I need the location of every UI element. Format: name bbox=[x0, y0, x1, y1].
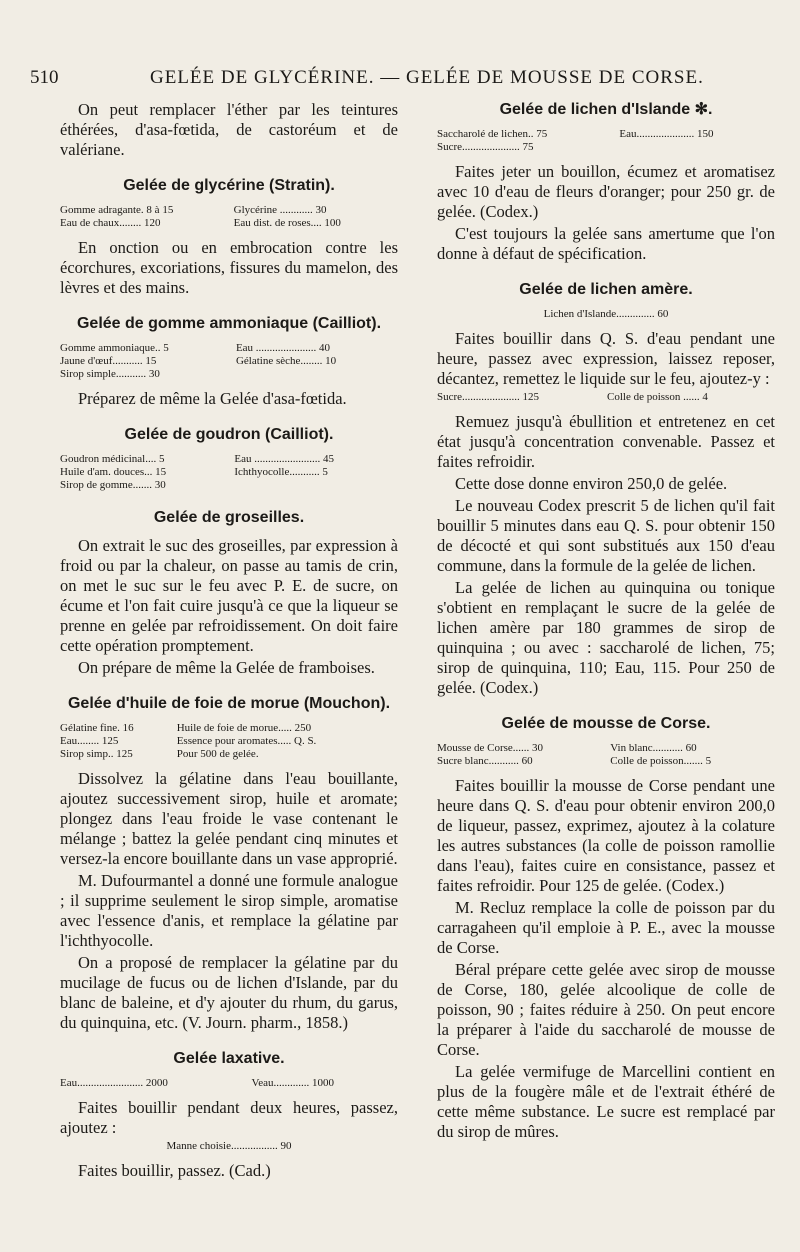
formula-table bbox=[437, 128, 775, 154]
formula-table bbox=[437, 742, 775, 768]
section-title: Gelée de glycérine (Stratin). bbox=[123, 177, 335, 194]
paragraph: M. Dufourmantel a donné une formule analogue ; il supprime seulement le sirop simple, aromatise avec l'essence d'anis, et remplace la gélatine par l'ichthyocolle. bbox=[60, 871, 398, 950]
formula-table bbox=[60, 204, 398, 230]
section-title: Gelée d'huile de foie de morue (Mouchon). bbox=[67, 695, 391, 712]
formula-item: Goudron médicinal.... 5 bbox=[60, 453, 165, 465]
formula-item: Lichen d'Islande.............. 60 bbox=[543, 308, 669, 320]
paragraph: La gelée de lichen au quinquina ou tonique s'obtient en remplaçant le sucre de la gelée de lichen amère par 180 grammes de sirop de quinquina ; ou avec : saccharolé de lichen, 75; sirop de quinquina, 110; Eau, 115. Pour 250 de gelée. (Codex.) bbox=[437, 578, 775, 697]
formula-table bbox=[60, 1140, 398, 1153]
paragraph: Faites bouillir la mousse de Corse pendant une heure dans Q. S. d'eau pour obtenir environ 200,0 de liqueur, passez, exprimez, ajoutez à la colature les autres substances (la colle de poisson ramollie dans l'eau), faites cuire en consistance, passez et faites refroidir. Pour 125 de gelée. (Codex.) bbox=[437, 776, 775, 895]
formula-item: Huile d'am. douces... 15 bbox=[60, 466, 167, 478]
page-header bbox=[30, 67, 770, 97]
formula-item: Sucre blanc........... 60 bbox=[437, 755, 533, 767]
formula-item: Gomme adragante. 8 à 15 bbox=[60, 204, 174, 216]
formula-item: Mousse de Corse...... 30 bbox=[437, 742, 544, 754]
formula-item: Sirop de gomme....... 30 bbox=[60, 479, 166, 491]
formula-item: Gélatine sèche........ 10 bbox=[235, 355, 337, 367]
paragraph: M. Recluz remplace la colle de poisson par du carragaheen qu'il emploie à P. E., avec la mousse de Corse. bbox=[437, 898, 775, 957]
formula-item: Sucre..................... 125 bbox=[437, 391, 540, 403]
paragraph: Dissolvez la gélatine dans l'eau bouillante, ajoutez successivement sirop, huile et aromate; plongez dans l'eau froide le vase contenant le mélange ; battez la gelée pendant cinq minutes et versez-la encore bouillante dans un vase approprié. bbox=[60, 769, 398, 868]
intro-paragraph: On peut remplacer l'éther par les teintures éthérées, d'asa-fœtida, de castoréum et de valériane. bbox=[60, 100, 398, 159]
formula-table bbox=[60, 453, 398, 492]
paragraph: On prépare de même la Gelée de framboises. bbox=[78, 658, 375, 677]
formula-item: Jaune d'œuf........... 15 bbox=[60, 355, 157, 367]
formula-item: Sirop simp.. 125 bbox=[60, 748, 133, 760]
formula-item: Essence pour aromates..... Q. S. bbox=[176, 735, 317, 747]
formula-item bbox=[619, 141, 775, 154]
paragraph: Béral prépare cette gelée avec sirop de mousse de Corse, 180, gelée alcoolique de colle de poisson, 90 ; faites réduire à 250. On peut encore la préparer à l'aide du saccharolé de mousse de Corse. bbox=[437, 960, 775, 1059]
formula-item: Saccharolé de lichen.. 75 bbox=[437, 128, 548, 140]
formula-item: Eau........ 125 bbox=[60, 735, 119, 747]
paragraph: En onction ou en embrocation contre les écorchures, excoriations, fissures du mamelon, des lèvres et des mains. bbox=[60, 238, 398, 297]
page-number: 510 bbox=[30, 67, 59, 88]
formula-item: Manne choisie................. 90 bbox=[166, 1140, 292, 1152]
formula-table bbox=[437, 391, 775, 404]
paragraph: Faites bouillir pendant deux heures, passez, ajoutez : bbox=[60, 1098, 398, 1137]
formula-item: Sucre..................... 75 bbox=[437, 141, 534, 153]
section-title: Gelée de gomme ammoniaque (Cailliot). bbox=[76, 315, 382, 332]
formula-item: Veau............. 1000 bbox=[251, 1077, 334, 1089]
paragraph: Faites bouillir, passez. (Cad.) bbox=[78, 1161, 271, 1180]
formula-item: Huile de foie de morue..... 250 bbox=[176, 722, 312, 734]
formula-item: Ichthyocolle........... 5 bbox=[234, 466, 328, 478]
left-column bbox=[60, 100, 398, 1183]
formula-item: Eau........................ 2000 bbox=[60, 1077, 168, 1089]
paragraph: Cette dose donne environ 250,0 de gelée. bbox=[455, 474, 728, 493]
paragraph: C'est toujours la gelée sans amertume que l'on donne à défaut de spécification. bbox=[437, 224, 775, 263]
paragraph: Faites bouillir dans Q. S. d'eau pendant une heure, passez avec expression, laissez reposer, décantez, remettez le liquide sur le feu, ajoutez-y : bbox=[437, 329, 775, 388]
formula-item bbox=[236, 368, 398, 381]
formula-table bbox=[60, 342, 398, 381]
formula-item: Gélatine fine. 16 bbox=[60, 722, 134, 734]
formula-item: Eau..................... 150 bbox=[619, 128, 714, 140]
paragraph: Remuez jusqu'à ébullition et entretenez en cet état jusqu'à concentration convenable. Passez et faites refroidir. bbox=[437, 412, 775, 471]
section-title: Gelée de goudron (Cailliot). bbox=[124, 426, 334, 443]
formula-item: Eau de chaux........ 120 bbox=[60, 217, 161, 229]
formula-item: Colle de poisson ...... 4 bbox=[607, 391, 708, 403]
running-title: GELÉE DE GLYCÉRINE. — GELÉE DE MOUSSE DE CORSE. bbox=[150, 67, 704, 88]
formula-item: Colle de poisson....... 5 bbox=[610, 755, 712, 767]
formula-item: Glycérine ............ 30 bbox=[233, 204, 327, 216]
formula-item: Pour 500 de gelée. bbox=[176, 748, 259, 760]
formula-item: Vin blanc........... 60 bbox=[610, 742, 697, 754]
paragraph: Le nouveau Codex prescrit 5 de lichen qu'il fait bouillir 5 minutes dans eau Q. S. pour obtenir 150 de décocté et qui sont substitués aux 150 d'eau commune, dans la formule de la gelée de lichen. bbox=[437, 496, 775, 575]
formula-item: Eau ........................ 45 bbox=[234, 453, 334, 465]
formula-item: Eau dist. de roses.... 100 bbox=[233, 217, 341, 229]
section-title: Gelée de lichen d'Islande ✻. bbox=[499, 101, 713, 118]
right-column bbox=[437, 100, 775, 1144]
formula-table bbox=[60, 722, 398, 761]
paragraph: Faites jeter un bouillon, écumez et aromatisez avec 10 d'eau de fleurs d'oranger; pour 250 gr. de gelée. (Codex.) bbox=[437, 162, 775, 221]
formula-item: Eau ...................... 40 bbox=[235, 342, 331, 354]
paragraph: On a proposé de remplacer la gélatine par du mucilage de fucus ou de lichen d'Islande, par du blanc de baleine, et d'y ajouter du rhum, du garus, du quinquina, etc. (V. Journ. pharm., 1858.) bbox=[60, 953, 398, 1032]
paragraph: Préparez de même la Gelée d'asa-fœtida. bbox=[78, 389, 347, 408]
paragraph: On extrait le suc des groseilles, par expression à froid ou par la chaleur, on passe au tamis de crin, on met le suc sur le feu avec P. E. de sucre, on écume et l'on fait cuire jusqu'à ce que la liqueur se prenne en gelée par refroidissement. On doit faire cette opération promptement. bbox=[60, 536, 398, 655]
section-title: Gelée de mousse de Corse. bbox=[501, 715, 711, 732]
paragraph: La gelée vermifuge de Marcellini contient en plus de la fougère mâle et de l'extrait éthéré de cette même substance. Le sucre est remplacé par du sirop de mûres. bbox=[437, 1062, 775, 1141]
section-title: Gelée laxative. bbox=[173, 1050, 285, 1067]
formula-item: Gomme ammoniaque.. 5 bbox=[60, 342, 169, 354]
formula-item bbox=[234, 479, 398, 492]
formula-item: Sirop simple........... 30 bbox=[60, 368, 160, 380]
section-title: Gelée de lichen amère. bbox=[519, 281, 693, 298]
formula-table bbox=[60, 1077, 398, 1090]
formula-table bbox=[437, 308, 775, 321]
section-title: Gelée de groseilles. bbox=[153, 509, 305, 526]
